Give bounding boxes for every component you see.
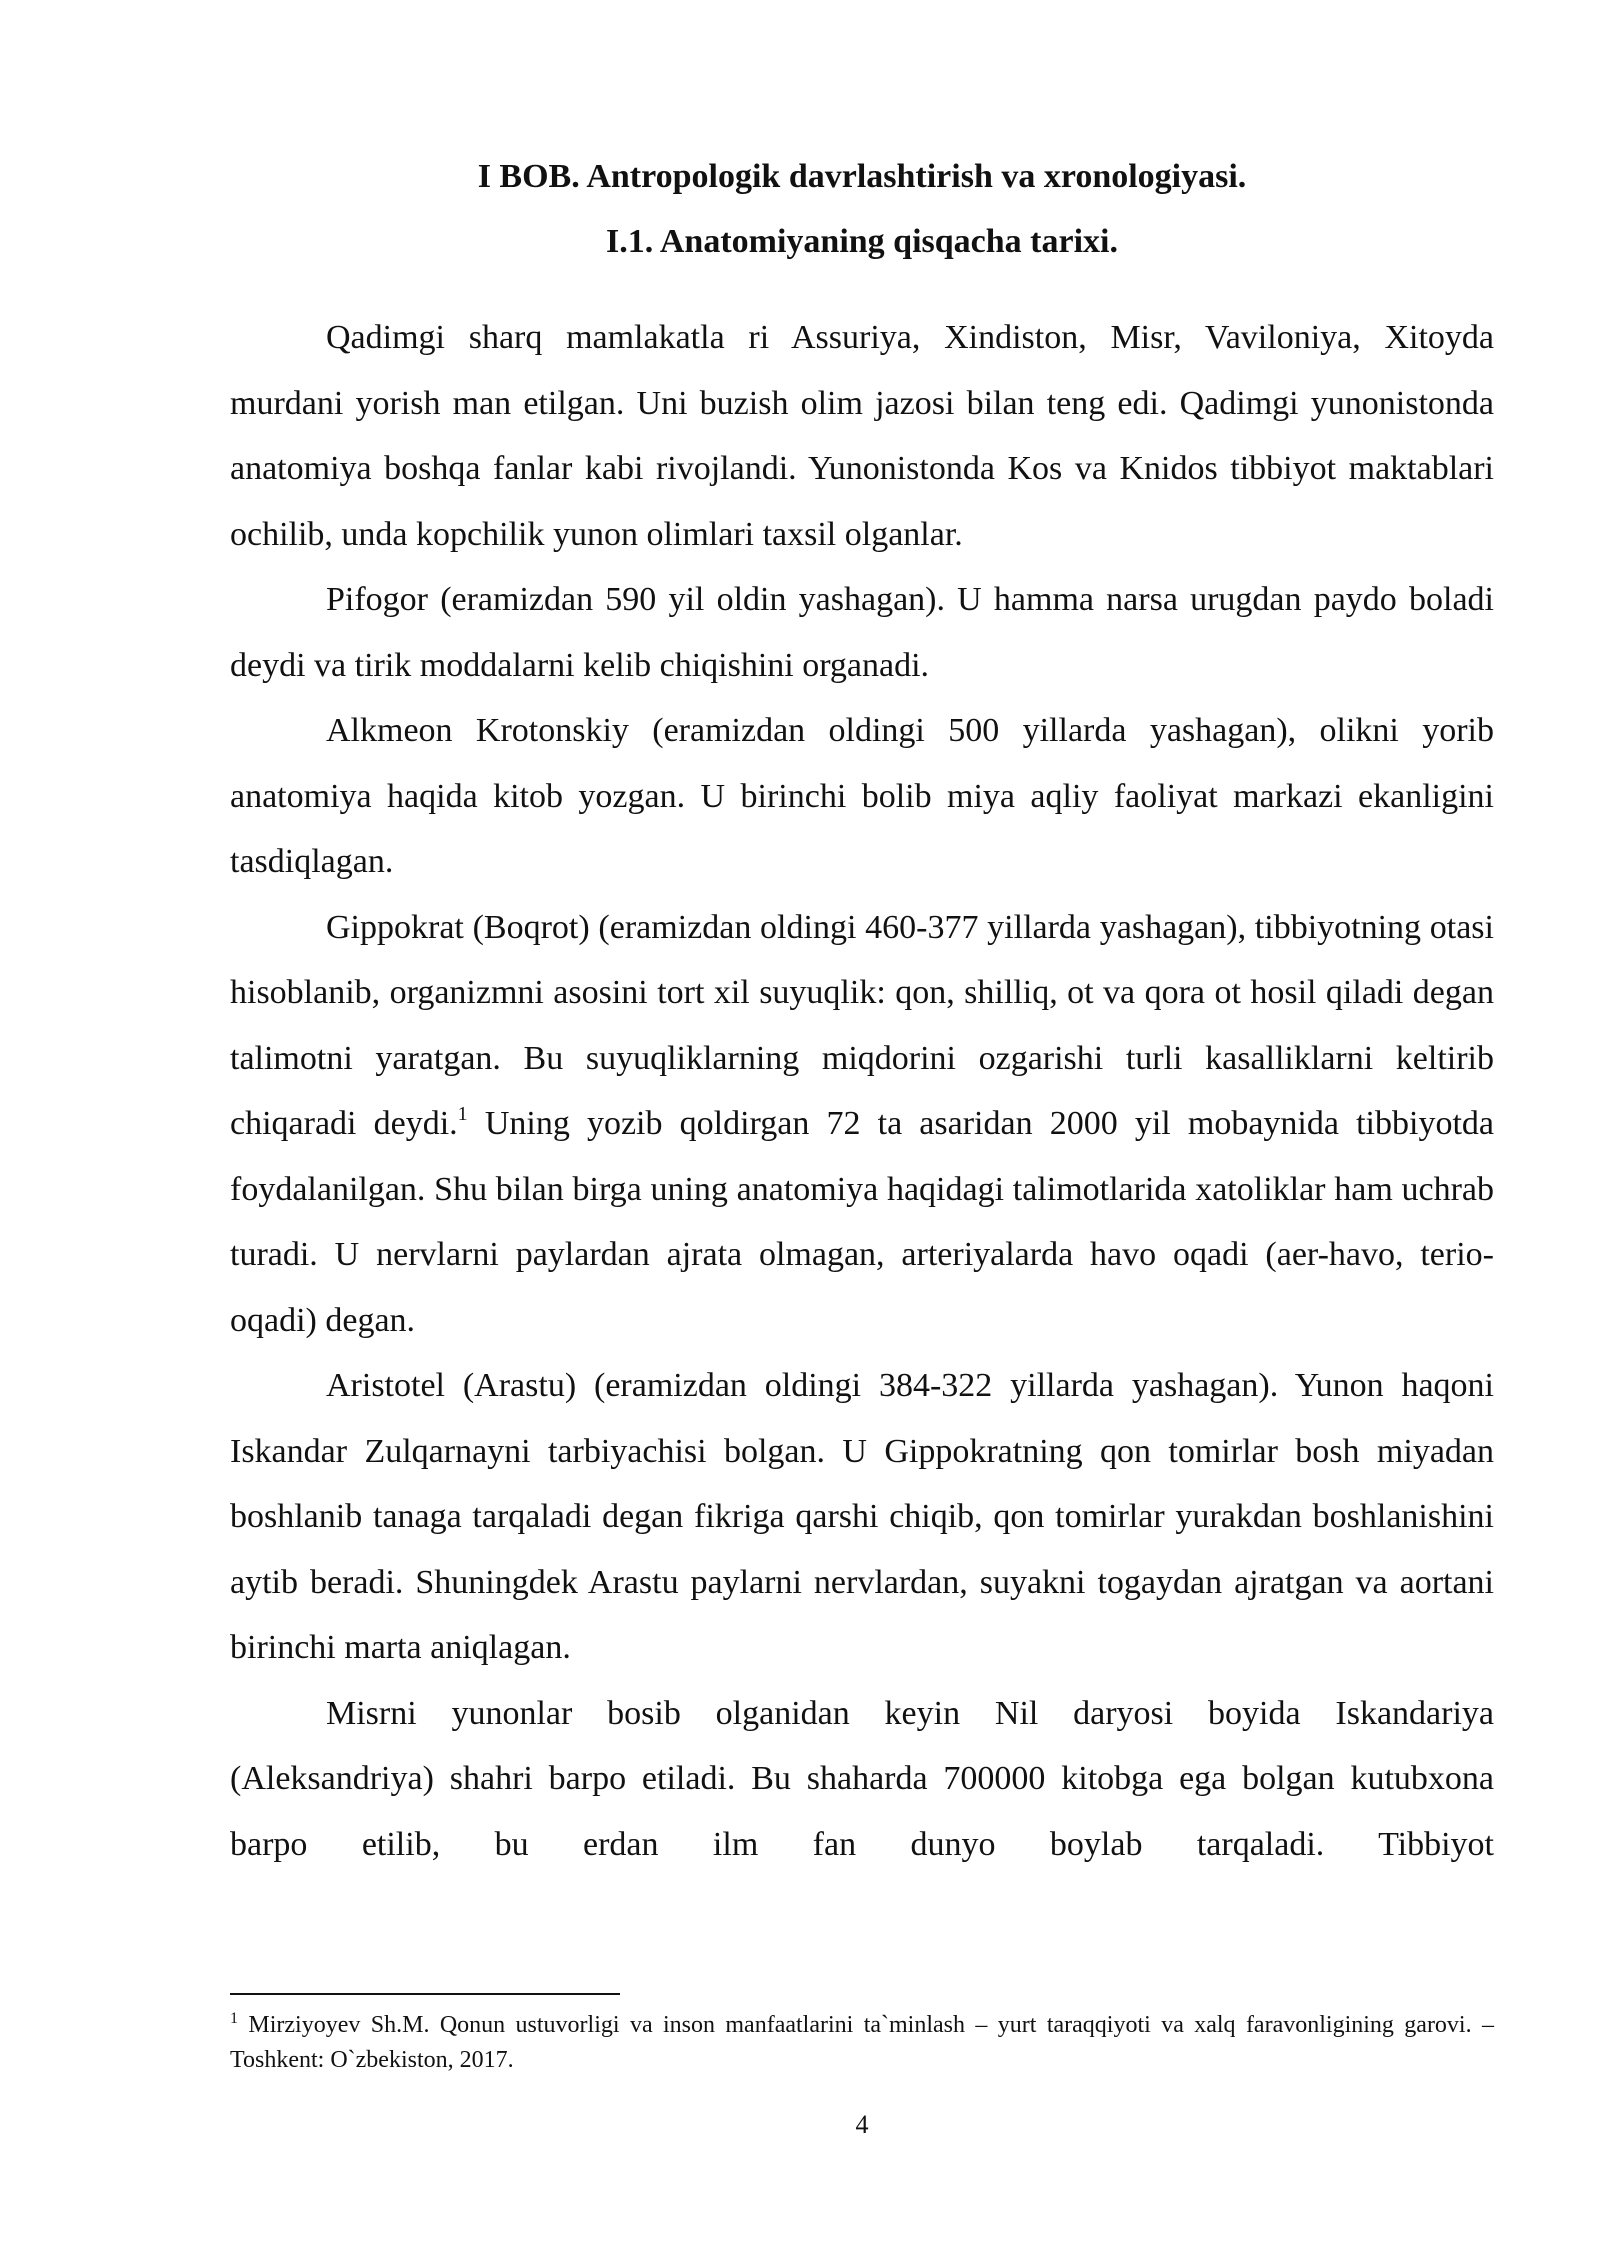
section-title: I.1. Anatomiyaning qisqacha tarixi. [606, 223, 1118, 260]
paragraph-pythagoras: Pifogor (eramizdan 590 yil oldin yashagan). U hamma narsa urugdan paydo boladi deydi va tirik moddalarni kelib chiqishini organadi. [230, 581, 1494, 684]
document-page [230, 0, 1494, 2262]
footnote-marker: 1 [230, 2010, 238, 2027]
paragraph-alcmaeon: Alkmeon Krotonskiy (eramizdan oldingi 500 yillarda yashagan), olikni yorib anatomiya haqida kitob yozgan. U birinchi bolib miya aqliy faoliyat markazi ekanligini tasdiqlagan. [230, 712, 1494, 880]
paragraph-ancient-east: Qadimgi sharq mamlakatla ri Assuriya, Xindiston, Misr, Vaviloniya, Xitoyda murdani yorish man etilgan. Uni buzish olim jazosi bilan teng edi. Qadimgi yunonistonda anatomiya boshqa fanlar kabi rivojlandi. Yunonistonda Kos va Knidos tibbiyot maktablari ochilib, unda kopchilik yunon olimlari taxsil olganlar. [230, 319, 1494, 553]
footnote-text: Mirziyoyev Sh.M. Qonun ustuvorligi va inson manfaatlarini ta`minlash – yurt taraqqiyoti va xalq faravonligining garovi. – Toshkent: O`zbekiston, 2017. [230, 2012, 1494, 2073]
body-text [230, 305, 1494, 1877]
paragraph-alexandria: Misrni yunonlar bosib olganidan keyin Nil daryosi boyida Iskandariya (Aleksandriya) shahri barpo etiladi. Bu shaharda 700000 kitobga ega bolgan kutubxona barpo etilib, bu erdan ilm fan dunyo boylab tarqaladi. Tibbiyot [230, 1694, 1494, 1863]
footnote-separator [230, 1993, 620, 1995]
paragraph-hippocrates-part-2: Uning yozib qoldirgan 72 ta asaridan 2000 yil mobaynida tibbiyotda foydalanilgan. Shu bilan birga uning anatomiya haqidagi talimotlarida xatoliklar ham uchrab turadi. U nervlarni paylardan ajrata olmagan, arteriyalarda havo oqadi (aer-havo, terio-oqadi) degan. [230, 1105, 1494, 1339]
paragraph-hippocrates-part-1: Gippokrat (Boqrot) (eramizdan oldingi 460-377 yillarda yashagan), tibbiyotning otasi hisoblanib, organizmni asosini tort xil suyuqlik: qon, shilliq, ot va qora ot hosil qiladi degan talimotni yaratgan. Bu suyuqliklarning miqdorini ozgarishi turli kasalliklarni keltirib chiqaradi deydi. [230, 908, 1494, 1142]
page-number: 4 [855, 2110, 869, 2139]
paragraph-aristotle: Aristotel (Arastu) (eramizdan oldingi 384-322 yillarda yashagan). Yunon haqoni Iskandar Zulqarnayni tarbiyachisi bolgan. U Gippokratning qon tomirlar bosh miyadan boshlanib tanaga tarqaladi degan fikriga qarshi chiqib, qon tomirlar yurakdan boshlanishini aytib beradi. Shuningdek Arastu paylarni nervlardan, suyakni togaydan ajratgan va aortani birinchi marta aniqlagan. [230, 1367, 1494, 1666]
footnote-reference[interactable]: 1 [457, 1103, 468, 1125]
chapter-title: I BOB. Antropologik davrlashtirish va xronologiyasi. [477, 158, 1247, 195]
footnote [230, 2008, 1494, 2078]
paragraph-hippocrates [230, 895, 1494, 1354]
